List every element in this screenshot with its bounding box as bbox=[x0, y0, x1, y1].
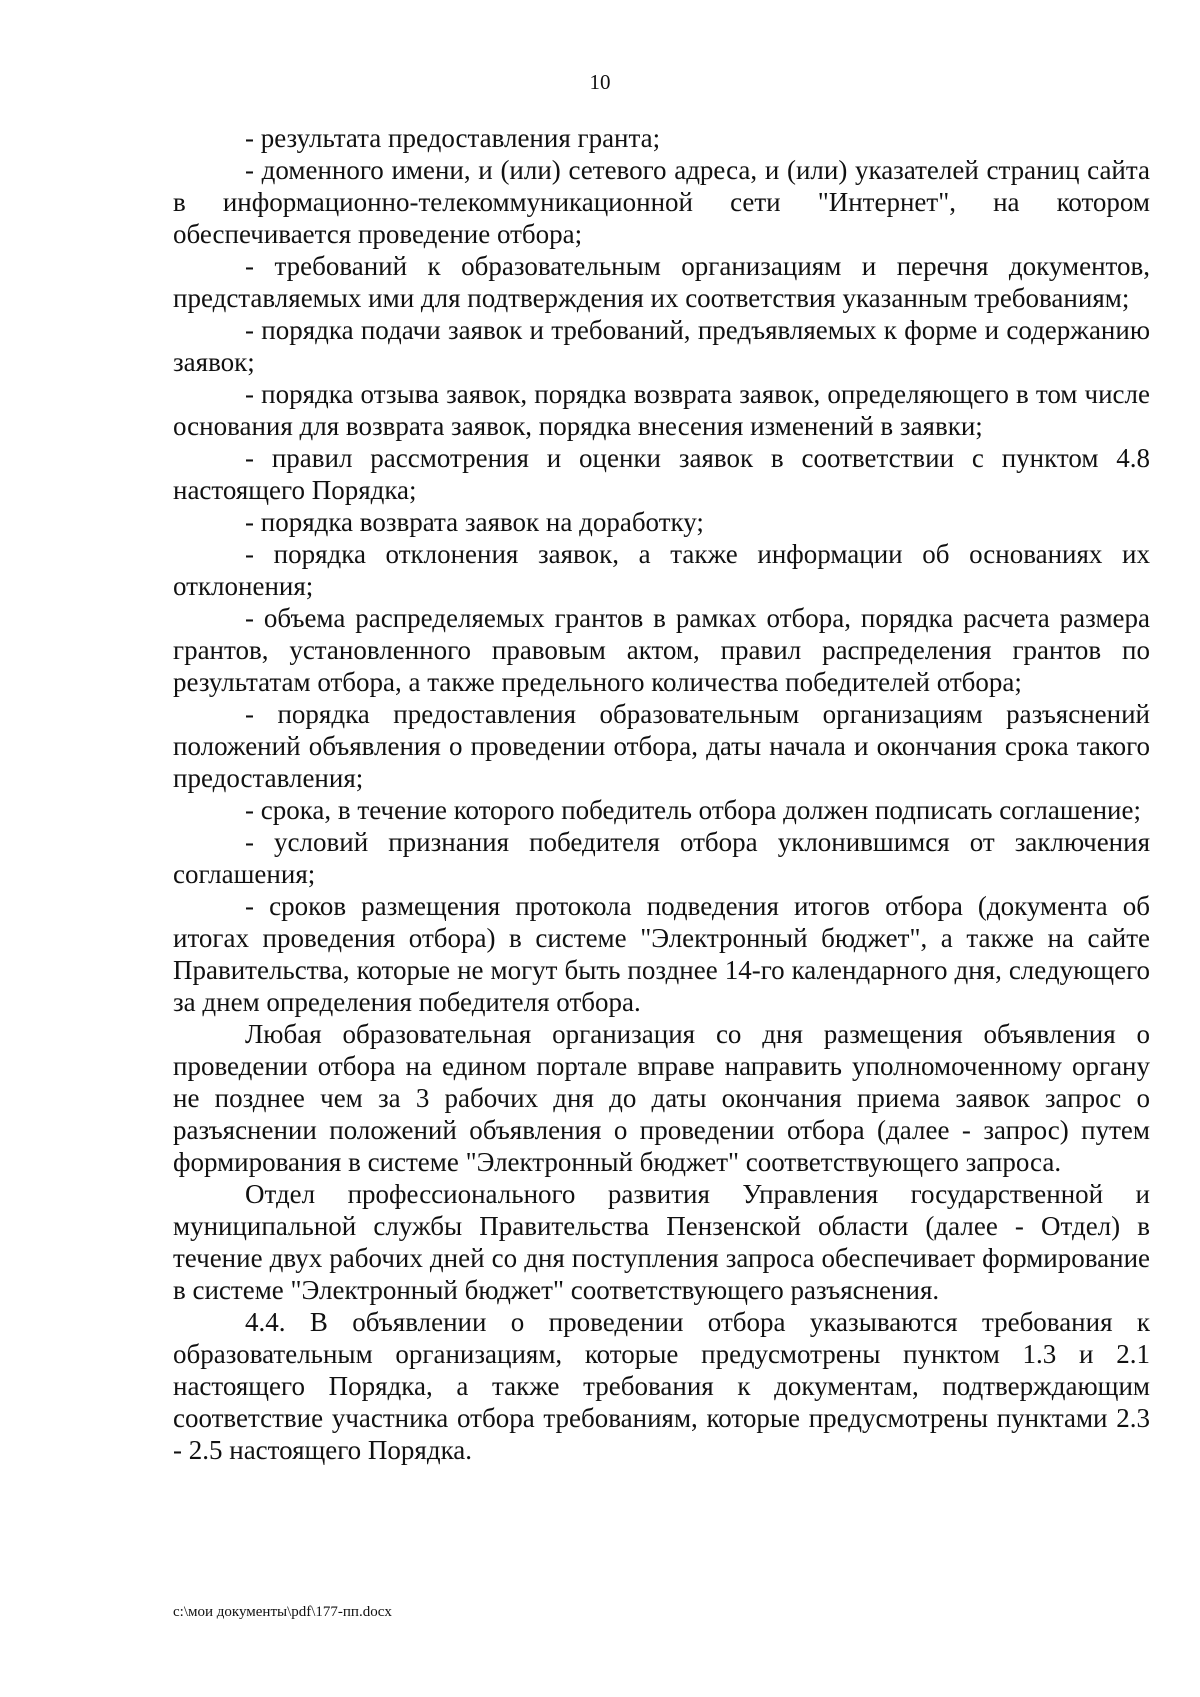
paragraph: - доменного имени, и (или) сетевого адреса, и (или) указателей страниц сайта в информационно-телекоммуникационной сети "Интернет", на котором обеспечивается проведение отбора; bbox=[173, 155, 1150, 249]
paragraph: - порядка предоставления образовательным организациям разъяснений положений объявления о проведении отбора, даты начала и окончания срока такого предоставления; bbox=[173, 699, 1150, 793]
paragraph: - порядка отклонения заявок, а также информации об основаниях их отклонения; bbox=[173, 539, 1150, 601]
paragraph: - требований к образовательным организациям и перечня документов, представляемых ими для подтверждения их соответствия указанным требованиям; bbox=[173, 251, 1150, 313]
paragraph: 4.4. В объявлении о проведении отбора указываются требования к образовательным организациям, которые предусмотрены пунктом 1.3 и 2.1 настоящего Порядка, а также требования к документам, подтверждающим соответствие участника отбора требованиям, которые предусмотрены пунктами 2.3 - 2.5 настоящего Порядка. bbox=[173, 1307, 1150, 1465]
paragraph: Отдел профессионального развития Управления государственной и муниципальной службы Правительства Пензенской области (далее - Отдел) в течение двух рабочих дней со дня поступления запроса обеспечивает формирование в системе "Электронный бюджет" соответствующего разъяснения. bbox=[173, 1179, 1150, 1305]
paragraph: - сроков размещения протокола подведения итогов отбора (документа об итогах проведения отбора) в системе "Электронный бюджет", а также на сайте Правительства, которые не могут быть позднее 14-го календарного дня, следующего за днем определения победителя отбора. bbox=[173, 891, 1150, 1017]
footer-file-path: c:\мои документы\pdf\177-пп.docx bbox=[173, 1604, 392, 1620]
paragraph: - результата предоставления гранта; bbox=[245, 123, 661, 153]
document-body bbox=[173, 122, 1150, 1466]
paragraph: - порядка возврата заявок на доработку; bbox=[245, 507, 704, 537]
paragraph: - порядка подачи заявок и требований, предъявляемых к форме и содержанию заявок; bbox=[173, 315, 1150, 377]
paragraph: - условий признания победителя отбора уклонившимся от заключения соглашения; bbox=[173, 827, 1150, 889]
paragraph: - объема распределяемых грантов в рамках отбора, порядка расчета размера грантов, установленного правовым актом, правил распределения грантов по результатам отбора, а также предельного количества победителей отбора; bbox=[173, 603, 1150, 697]
page-number: 10 bbox=[589, 70, 611, 94]
paragraph: - порядка отзыва заявок, порядка возврата заявок, определяющего в том числе основания для возврата заявок, порядка внесения изменений в заявки; bbox=[173, 379, 1150, 441]
paragraph: - правил рассмотрения и оценки заявок в соответствии с пунктом 4.8 настоящего Порядка; bbox=[173, 443, 1150, 505]
paragraph: - срока, в течение которого победитель отбора должен подписать соглашение; bbox=[245, 795, 1141, 825]
paragraph: Любая образовательная организация со дня размещения объявления о проведении отбора на едином портале вправе направить уполномоченному органу не позднее чем за 3 рабочих дня до даты окончания приема заявок запрос о разъяснении положений объявления о проведении отбора (далее - запрос) путем формирования в системе "Электронный бюджет" соответствующего запроса. bbox=[173, 1019, 1150, 1177]
